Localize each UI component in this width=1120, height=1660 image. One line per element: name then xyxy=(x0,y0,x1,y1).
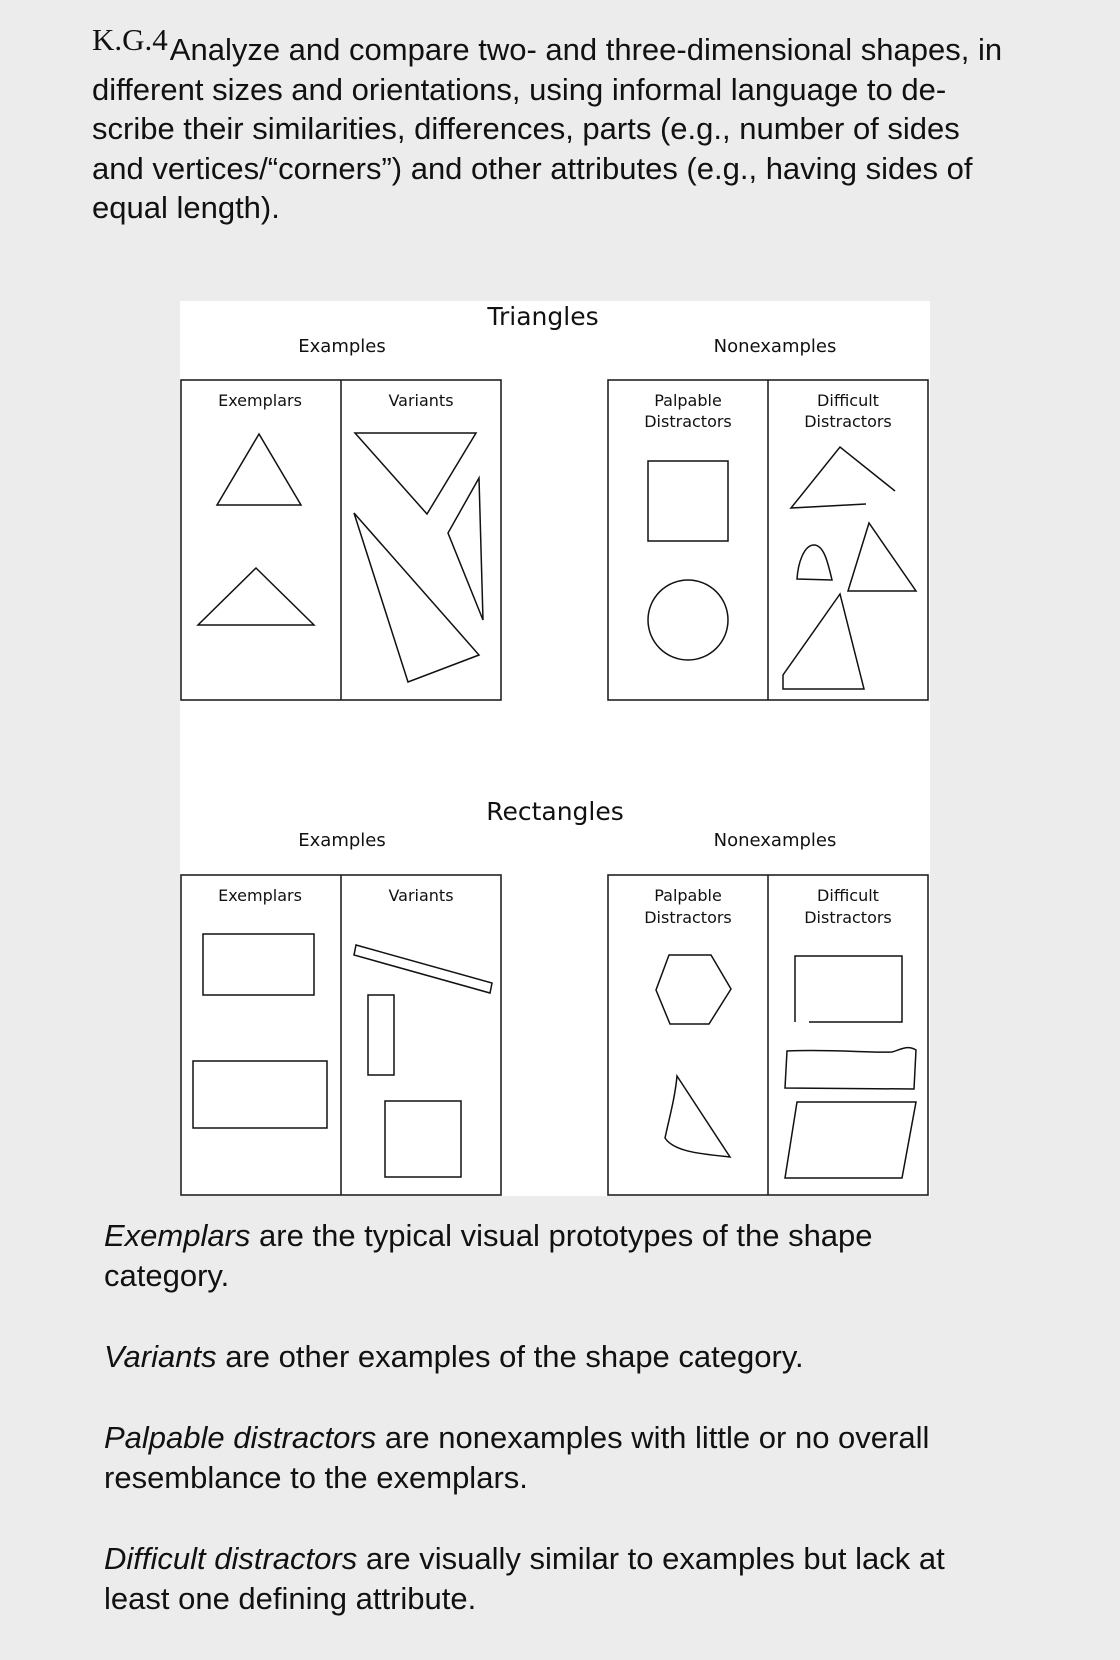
panel-title: Triangles xyxy=(487,302,599,331)
triangles-panel xyxy=(181,302,928,700)
difficult-distractors-label-line2: Distractors xyxy=(804,412,892,431)
small-triangle-shape xyxy=(848,523,916,591)
wide-rectangle-shape xyxy=(193,1061,327,1128)
standard-description: Analyze and compare two- and three-dimensional shapes, in different sizes and orientations, using informal language to de-scribe their similarities, differences, parts (e.g., number of sides and vertices/“corners”) and other attributes (e.g., having sides of equal length). xyxy=(92,32,1003,225)
panel-title: Rectangles xyxy=(486,797,624,826)
definition-text: are nonexamples with little or no overall resemblance to the exemplars. xyxy=(104,1420,930,1495)
definitions-list xyxy=(104,1216,1004,1660)
definition-term: Variants xyxy=(104,1339,217,1374)
variants-column-label: Variants xyxy=(388,886,454,905)
tilted-thin-rectangle-shape xyxy=(354,945,492,993)
definition-term: Difficult distractors xyxy=(104,1541,358,1576)
difficult-distractors-label-line1: Difficult xyxy=(817,886,879,905)
nonexamples-label: Nonexamples xyxy=(713,336,837,357)
open-triangle-shape xyxy=(791,447,895,508)
rectangle-shape xyxy=(203,934,314,995)
nonexamples-label: Nonexamples xyxy=(713,830,837,851)
parallelogram-shape xyxy=(785,1102,916,1178)
definition-variants xyxy=(104,1337,1004,1377)
wide-triangle-shape xyxy=(198,568,314,625)
figure-canvas xyxy=(180,301,930,1196)
difficult-distractors-label-line2: Distractors xyxy=(804,908,892,927)
long-skewed-triangle-shape xyxy=(354,513,479,682)
exemplars-column-label: Exemplars xyxy=(218,391,302,410)
tall-narrow-rectangle-shape xyxy=(368,995,394,1075)
examples-label: Examples xyxy=(298,830,386,851)
definition-palpable-distractors xyxy=(104,1418,1004,1498)
open-rectangle-shape xyxy=(795,956,902,1022)
truncated-triangle-shape xyxy=(783,594,864,689)
difficult-distractors-label-line1: Difficult xyxy=(817,391,879,410)
thin-triangle-shape xyxy=(448,478,483,620)
definition-text: are other examples of the shape category. xyxy=(216,1339,804,1374)
palpable-distractors-label-line1: Palpable xyxy=(654,886,722,905)
square-variant-shape xyxy=(385,1101,461,1177)
variants-column-label: Variants xyxy=(388,391,454,410)
exemplars-column-label: Exemplars xyxy=(218,886,302,905)
standard-text xyxy=(92,22,1012,228)
definition-exemplars xyxy=(104,1216,1004,1296)
palpable-distractors-label-line1: Palpable xyxy=(654,391,722,410)
shape-examples-figure xyxy=(180,301,930,1196)
definition-text: are the typical visual prototypes of the shape category. xyxy=(104,1218,873,1293)
definition-difficult-distractors xyxy=(104,1539,1004,1619)
examples-label: Examples xyxy=(298,336,386,357)
circle-shape xyxy=(648,580,728,660)
rectangles-panel xyxy=(181,797,928,1195)
square-shape xyxy=(648,461,728,541)
wavy-rectangle-shape xyxy=(785,1048,916,1089)
curved-triangle-shape xyxy=(665,1076,730,1157)
definition-term: Palpable distractors xyxy=(104,1420,377,1455)
definition-term: Exemplars xyxy=(104,1218,251,1253)
definition-text: are visually similar to examples but lack at least one defining attribute. xyxy=(104,1541,945,1616)
palpable-distractors-label-line2: Distractors xyxy=(644,412,732,431)
equilateral-triangle-shape xyxy=(217,434,301,505)
palpable-distractors-label-line2: Distractors xyxy=(644,908,732,927)
inverted-triangle-shape xyxy=(355,433,476,514)
standard-code: K.G.4 xyxy=(92,22,168,57)
hexagon-shape xyxy=(656,955,731,1024)
rounded-triangle-shape xyxy=(797,545,832,580)
